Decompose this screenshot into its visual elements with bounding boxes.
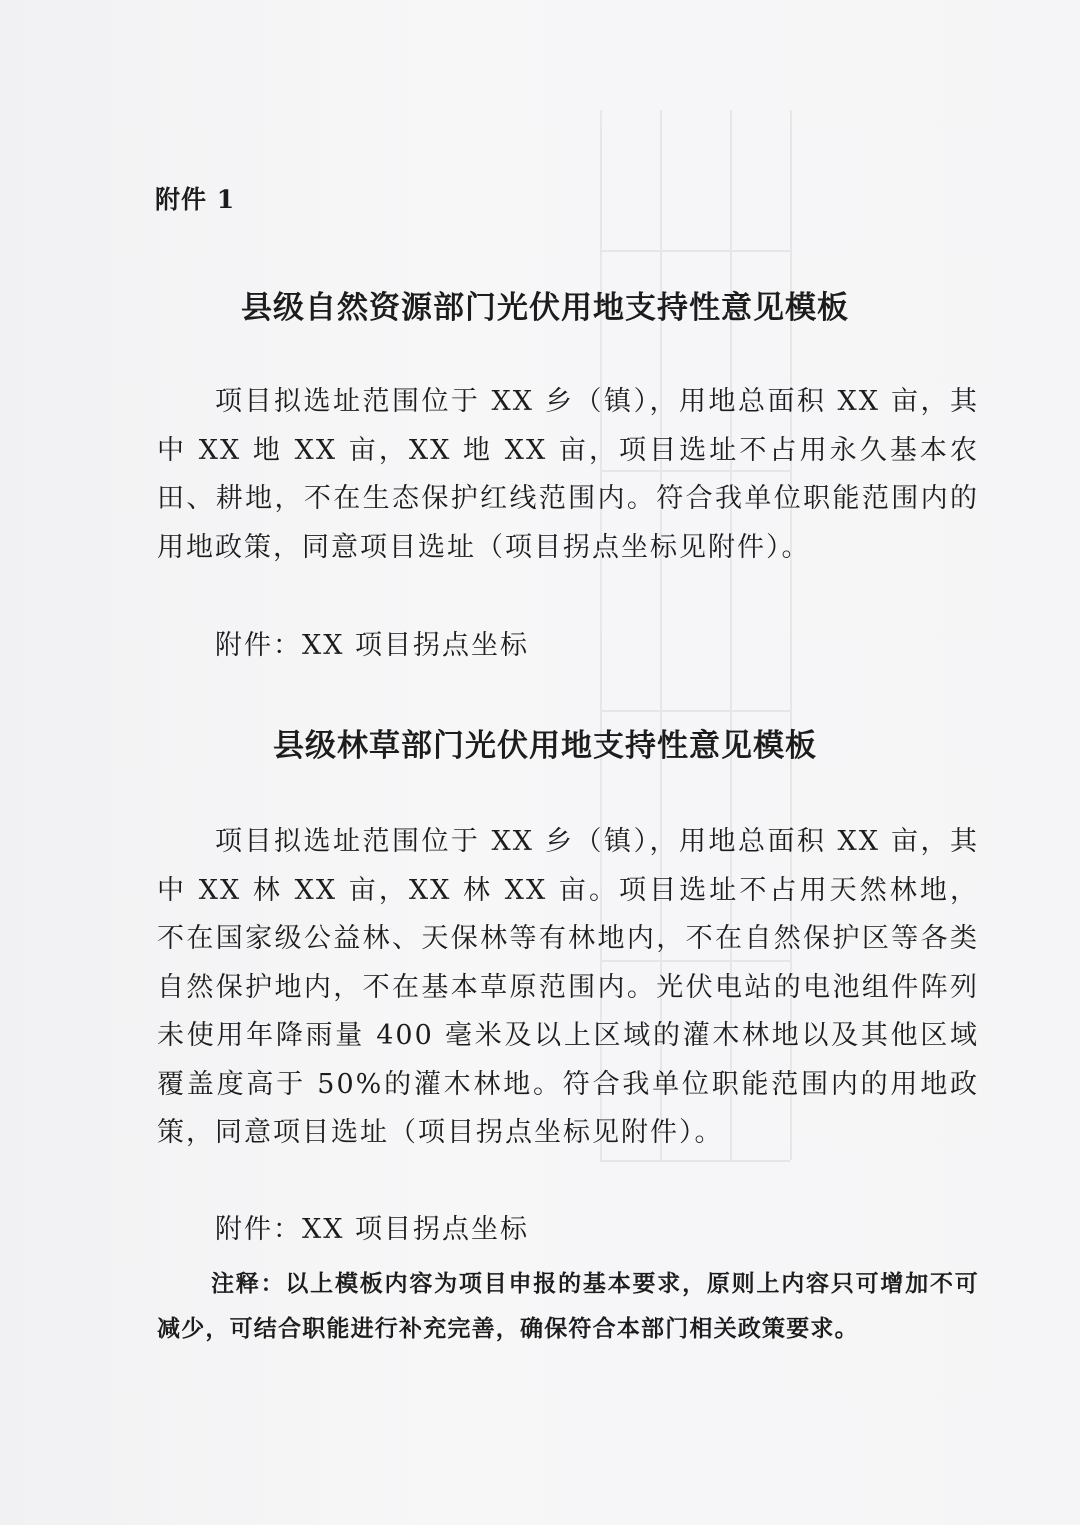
section-attachment-forestry-grassland: 附件：XX 项目拐点坐标 — [215, 1214, 530, 1245]
attachment-label: 附件 1 — [155, 185, 236, 214]
section-attachment-natural-resources: 附件：XX 项目拐点坐标 — [215, 630, 530, 661]
section-body-forestry-grassland: 项目拟选址范围位于 XX 乡（镇），用地总面积 XX 亩，其中 XX 林 XX 亩，XX 林 XX 亩。项目选址不占用天然林地，不在国家级公益林、天保林等有林地内，不在自然保护区等各类自然保护地内，不在基本草原范围内。光伏电站的电池组件阵列未使用年降雨量 400 毫米及以上区域的灌木林地以及其他区域覆盖度高于 50%的灌木林地。符合我单位职能范围内的用地政策，同意项目选址（项目拐点坐标见附件）。 — [157, 826, 979, 1148]
section-title-natural-resources: 县级自然资源部门光伏用地支持性意见模板 — [241, 290, 849, 326]
section-body-natural-resources: 项目拟选址范围位于 XX 乡（镇），用地总面积 XX 亩，其中 XX 地 XX 亩，XX 地 XX 亩，项目选址不占用永久基本农田、耕地，不在生态保护红线范围内。符合我单位职能范围内的用地政策，同意项目选址（项目拐点坐标见附件）。 — [157, 386, 979, 563]
section-title-forestry-grassland: 县级林草部门光伏用地支持性意见模板 — [273, 728, 817, 764]
annotation-note: 注释：以上模板内容为项目申报的基本要求，原则上内容只可增加不可减少，可结合职能进行补充完善，确保符合本部门相关政策要求。 — [157, 1271, 979, 1342]
